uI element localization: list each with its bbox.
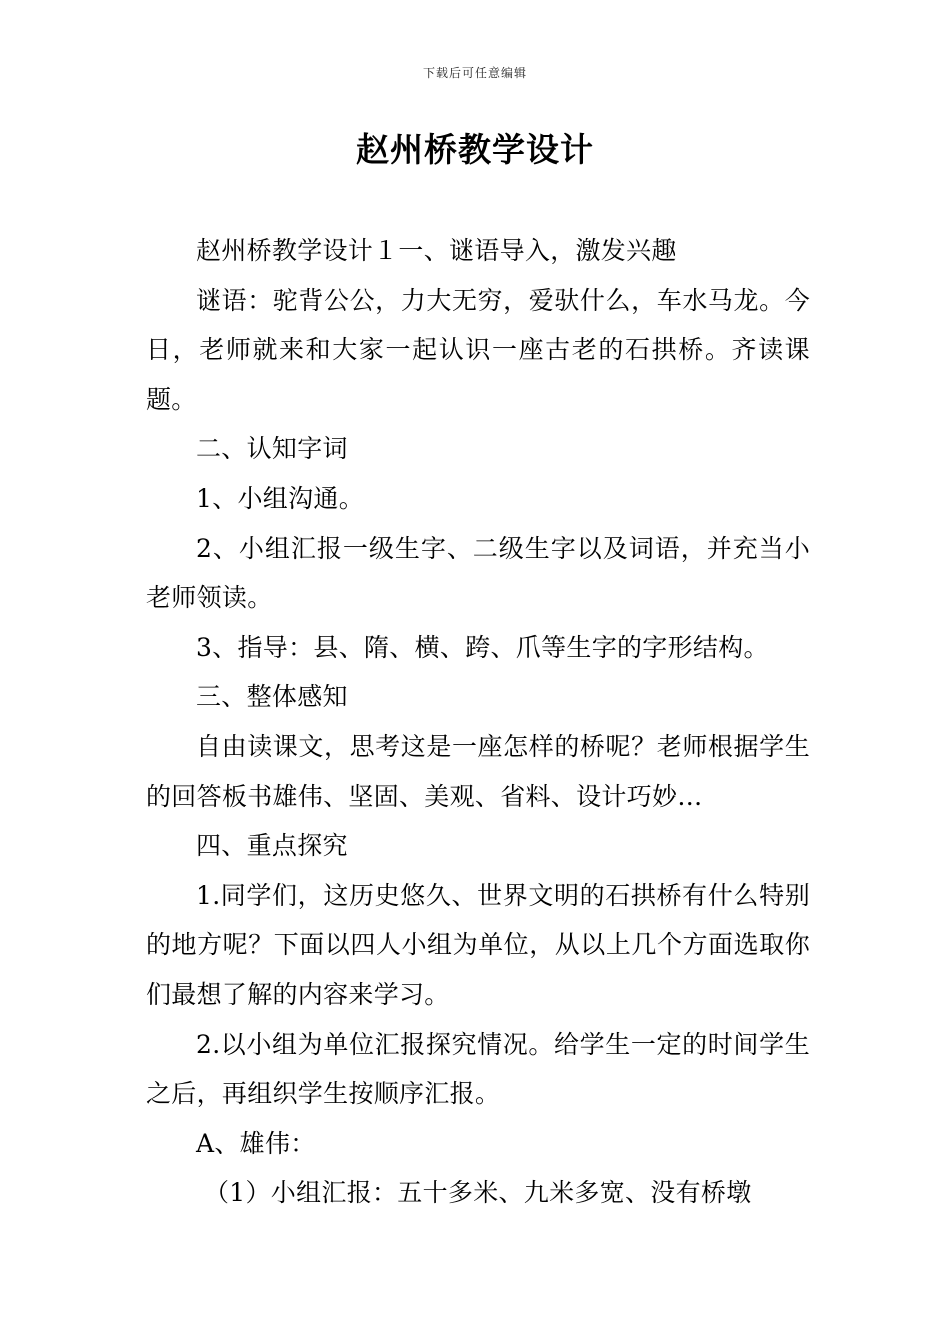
paragraph-item: 1.同学们，这历史悠久、世界文明的石拱桥有什么特别的地方呢？下面以四人小组为单位，从以上几个方面选取你们最想了解的内容来学习。 (146, 880, 810, 1009)
paragraph-item: 2、小组汇报一级生字、二级生字以及词语，并充当小老师领读。 (146, 533, 810, 613)
paragraph-item: 3、指导：县、隋、横、跨、爪等生字的字形结构。 (196, 632, 769, 662)
paragraph-reading: 自由读课文，思考这是一座怎样的桥呢？老师根据学生的回答板书雄伟、坚固、美观、省料、设计巧妙… (146, 731, 810, 811)
paragraph-item: （1）小组汇报：五十多米、九米多宽、没有桥墩 (204, 1178, 752, 1208)
section-heading-exploration: 四、重点探究 (196, 831, 348, 861)
paragraph-riddle: 谜语：驼背公公，力大无穷，爱驮什么，车水马龙。今日，老师就来和大家一起认识一座古老的石拱桥。齐读课题。 (146, 285, 810, 414)
section-heading-words: 二、认知字词 (196, 434, 348, 464)
paragraph-item: 2.以小组为单位汇报探究情况。给学生一定的时间学生之后，再组织学生按顺序汇报。 (146, 1029, 810, 1109)
document-title: 赵州桥教学设计 (356, 130, 594, 169)
subsection-heading: A、雄伟： (196, 1128, 316, 1158)
section-heading-perception: 三、整体感知 (196, 682, 348, 712)
paragraph-intro: 赵州桥教学设计１一、谜语导入，激发兴趣 (196, 236, 677, 265)
paragraph-item: 1、小组沟通。 (196, 483, 365, 513)
header-note: 下载后可任意编辑 (422, 66, 527, 80)
document-body (146, 226, 810, 1218)
